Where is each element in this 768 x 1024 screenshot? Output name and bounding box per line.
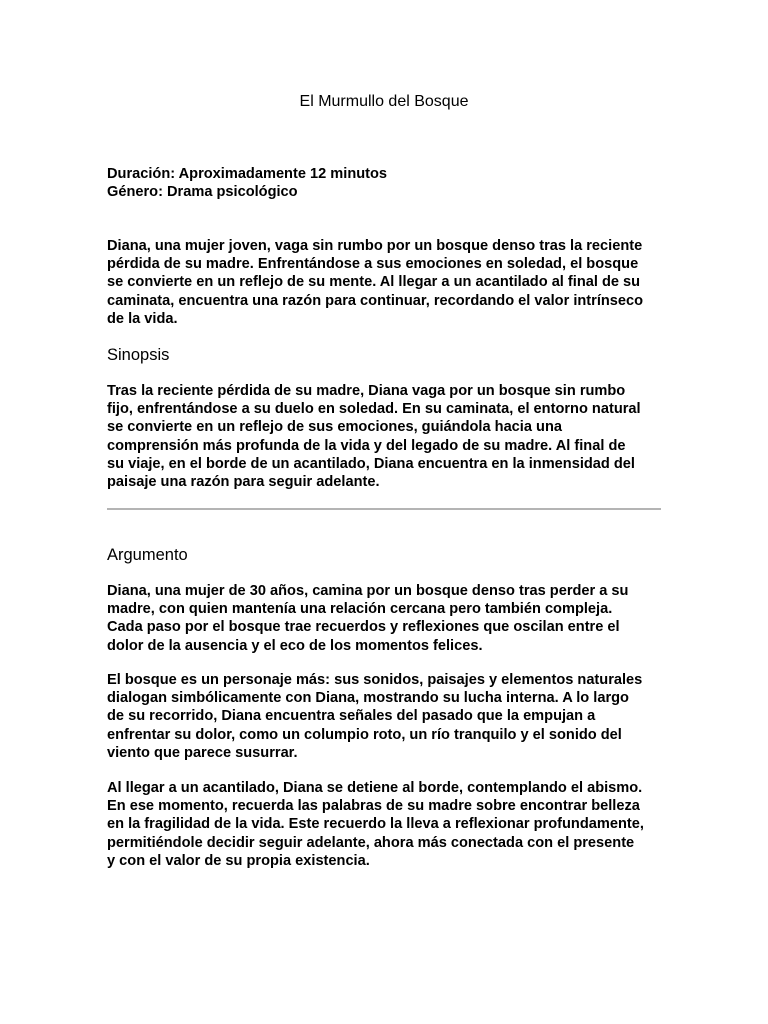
document-title: El Murmullo del Bosque bbox=[299, 93, 469, 110]
argumento-paragraph-2: El bosque es un personaje más: sus sonidos, paisajes y elementos naturales dialogan simbólicamente con Diana, mostrando su lucha interna. A lo largo de su recorrido, Diana encuentra señales del pasado que la empujan a enfrentar su dolor, como un columpio roto, un río tranquilo y el sonido del viento que parece susurrar. bbox=[107, 672, 643, 761]
sinopsis-paragraph: Tras la reciente pérdida de su madre, Diana vaga por un bosque sin rumbo fijo, enfrentándose a su duelo en soledad. En su caminata, el entorno natural se convierte en un reflejo de sus emociones, guiándola hacia una comprensión más profunda de la vida y del legado de su madre. Al final de su viaje, en el borde de un acantilado, Diana encuentra en la inmensidad del paisaje una razón para seguir adelante. bbox=[107, 383, 641, 491]
argumento-paragraph-3: Al llegar a un acantilado, Diana se detiene al borde, contemplando el abismo. En ese momento, recuerda las palabras de su madre sobre encontrar belleza en la fragilidad de la vida. Este recuerdo la lleva a reflexionar profundamente, permitiéndole decidir seguir adelante, ahora más conectada con el presente y con el valor de su propia existencia. bbox=[107, 780, 644, 869]
summary-paragraph: Diana, una mujer joven, vaga sin rumbo por un bosque denso tras la reciente pérdida de su madre. Enfrentándose a sus emociones en soledad, el bosque se convierte en un reflejo de su mente. Al llegar a un acantilado al final de su caminata, encuentra una razón para continuar, recordando el valor intrínseco de la vida. bbox=[107, 238, 644, 327]
duration-line: Duración: Aproximadamente 12 minutos bbox=[107, 166, 388, 182]
sinopsis-heading: Sinopsis bbox=[107, 346, 170, 364]
argumento-paragraph-1: Diana, una mujer de 30 años, camina por un bosque denso tras perder a su madre, con quien mantenía una relación cercana pero también compleja. Cada paso por el bosque trae recuerdos y reflexiones que oscilan entre el dolor de la ausencia y el eco de los momentos felices. bbox=[107, 583, 629, 654]
genre-line: Género: Drama psicológico bbox=[107, 184, 298, 200]
section-divider bbox=[107, 508, 661, 510]
document-meta bbox=[107, 165, 387, 201]
argumento-heading: Argumento bbox=[107, 546, 188, 564]
